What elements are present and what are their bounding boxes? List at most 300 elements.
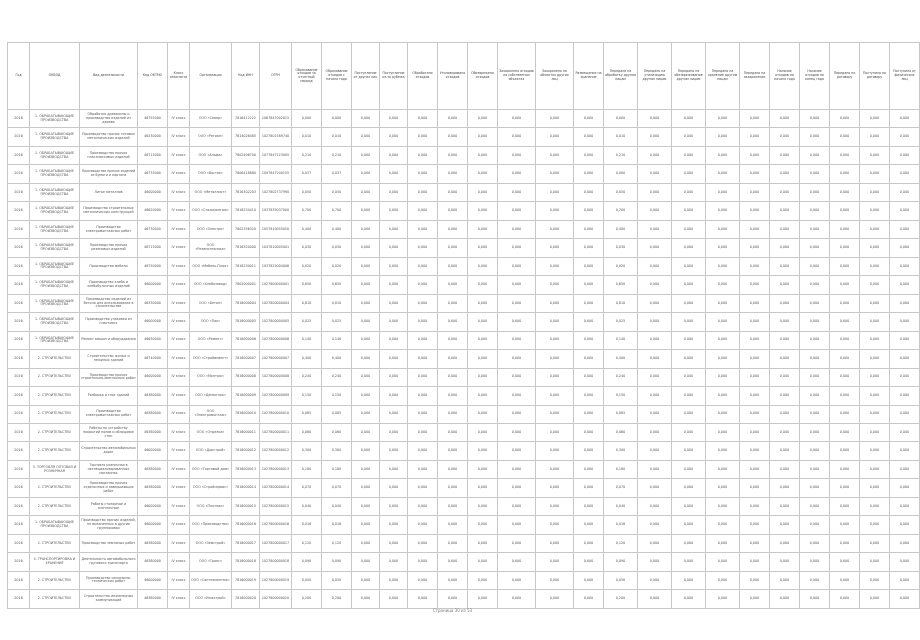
table-cell: 0,000 — [380, 442, 408, 460]
table-cell: ООО «Сантехмонтаж» — [190, 571, 232, 589]
table-cell: 2016 — [8, 146, 30, 164]
table-cell: 0,000 — [574, 294, 604, 312]
table-cell: 0,000 — [536, 146, 574, 164]
table-cell: 2016 — [8, 165, 30, 183]
table-cell: 0,000 — [498, 294, 536, 312]
table-cell: 0,000 — [800, 479, 830, 497]
table-cell: 0,030 — [322, 239, 352, 257]
table-cell: 1057810055050 — [260, 220, 292, 238]
table-cell: 0,025 — [604, 313, 638, 331]
table-cell: Деятельность автомобильного грузового транспорта — [80, 553, 138, 571]
table-cell: 0,000 — [438, 368, 468, 386]
table-cell: 0,000 — [468, 405, 498, 423]
table-cell: 0,000 — [468, 294, 498, 312]
table-cell: 0,000 — [352, 331, 380, 349]
table-cell: 0,000 — [574, 460, 604, 478]
table-cell: IV класс — [168, 368, 190, 386]
table-cell: 0,000 — [352, 516, 380, 534]
table-cell: 0,000 — [800, 387, 830, 405]
table-cell: 0,000 — [536, 534, 574, 552]
table-cell: 0,000 — [408, 423, 438, 441]
table-cell: 0,000 — [468, 202, 498, 220]
table-cell: 0,000 — [860, 553, 890, 571]
table-cell: 0,000 — [438, 571, 468, 589]
table-cell: 0,000 — [536, 128, 574, 146]
table-cell: 0,000 — [672, 423, 706, 441]
table-cell: 0,000 — [800, 220, 830, 238]
table-cell: 0,000 — [438, 313, 468, 331]
table-cell: 0,000 — [352, 294, 380, 312]
table-cell: 0,000 — [536, 165, 574, 183]
table-cell: Производство мебели — [80, 257, 138, 275]
table-cell: 0,650 — [604, 276, 638, 294]
table-cell: 0,120 — [604, 534, 638, 552]
table-cell: 1037835037000 — [260, 202, 292, 220]
table-cell: 0,000 — [408, 276, 438, 294]
table-cell: 0,000 — [574, 516, 604, 534]
column-header: Поступление от других лиц — [352, 43, 380, 110]
column-header: Захоронено на объектах других лиц — [536, 43, 574, 110]
table-cell: 0,000 — [536, 257, 574, 275]
table-cell: Работы по устройству покрытий полов и облицовке стен — [80, 423, 138, 441]
column-header: Захоронено отходов на собственных объектах — [498, 43, 536, 110]
table-cell: ООО «Мебель-Плюс» — [190, 257, 232, 275]
table-cell: 0,070 — [604, 479, 638, 497]
table-cell: 0,000 — [770, 257, 800, 275]
table-cell: 0,000 — [860, 313, 890, 331]
table-cell: 0,000 — [740, 423, 770, 441]
table-header-row — [8, 43, 920, 110]
table-cell: 0,000 — [890, 350, 920, 368]
column-header: Передано на обезвреживание другим лицам — [672, 43, 706, 110]
table-cell: 0,000 — [352, 534, 380, 552]
table-cell: 0,000 — [498, 110, 536, 128]
column-header: Передано на хранение другим лицам — [706, 43, 740, 110]
table-cell: ООО «Инжстрой» — [190, 590, 232, 608]
table-cell: 0,000 — [890, 294, 920, 312]
table-cell: 0,000 — [800, 165, 830, 183]
table-cell: 1. ОБРАБАТЫВАЮЩИЕ ПРОИЗВОДСТВА — [30, 146, 80, 164]
table-cell: 0,000 — [468, 479, 498, 497]
table-cell: 0,000 — [770, 350, 800, 368]
table-cell: 46380000 — [138, 479, 168, 497]
table-cell: 0,000 — [770, 442, 800, 460]
table-row — [8, 276, 920, 294]
table-cell: 0,000 — [800, 442, 830, 460]
table-cell: 1. ОБРАБАТЫВАЮЩИЕ ПРОИЗВОДСТВА — [30, 331, 80, 349]
table-cell: 0,000 — [498, 128, 536, 146]
table-cell: 0,016 — [322, 516, 352, 534]
table-cell: 2016 — [8, 479, 30, 497]
table-cell: 0,000 — [536, 276, 574, 294]
table-cell: 0,000 — [352, 405, 380, 423]
table-cell: 0,000 — [740, 165, 770, 183]
table-cell: Производство прочих изделий, не включенных в другие группировки — [80, 516, 138, 534]
table-cell: 0,090 — [322, 553, 352, 571]
table-cell: 0,000 — [536, 571, 574, 589]
table-cell: 0,000 — [352, 257, 380, 275]
table-cell: 46230000 — [138, 128, 168, 146]
table-cell: 0,000 — [574, 387, 604, 405]
table-cell: 0,000 — [408, 479, 438, 497]
table-cell: IV класс — [168, 571, 190, 589]
table-cell: 0,150 — [604, 387, 638, 405]
table-cell: 1067847002015 — [260, 110, 292, 128]
table-cell: 0,000 — [638, 239, 672, 257]
table-cell: 0,810 — [292, 294, 322, 312]
table-cell: 0,000 — [770, 497, 800, 515]
table-cell: 0,000 — [860, 331, 890, 349]
table-cell: 0,000 — [380, 257, 408, 275]
table-cell: 0,200 — [292, 590, 322, 608]
table-cell: 2016 — [8, 294, 30, 312]
column-header: Поступление из-за рубежа — [380, 43, 408, 110]
table-cell: 0,016 — [604, 516, 638, 534]
table-cell: 0,000 — [800, 313, 830, 331]
table-cell: 0,000 — [800, 146, 830, 164]
table-cell: 1. ОБРАБАТЫВАЮЩИЕ ПРОИЗВОДСТВА — [30, 110, 80, 128]
table-cell: 0,000 — [800, 460, 830, 478]
table-cell: 0,000 — [890, 590, 920, 608]
table-cell: 7816302203 — [232, 183, 260, 201]
table-cell: 0,000 — [352, 497, 380, 515]
table-cell: 0,000 — [770, 276, 800, 294]
table-cell: 0,000 — [830, 220, 860, 238]
table-cell: 0,300 — [322, 442, 352, 460]
table-cell: 1027800000004 — [260, 294, 292, 312]
table-cell: 0,050 — [292, 571, 322, 589]
table-cell: 1027800000019 — [260, 571, 292, 589]
table-row — [8, 387, 920, 405]
table-cell: 0,000 — [860, 110, 890, 128]
table-row — [8, 313, 920, 331]
table-cell: 1027801589740 — [260, 128, 292, 146]
table-cell: 1027800000012 — [260, 442, 292, 460]
table-cell: 0,000 — [672, 257, 706, 275]
table-cell: 0,000 — [574, 165, 604, 183]
table-cell: 0,000 — [408, 497, 438, 515]
table-cell: 0,000 — [860, 239, 890, 257]
table-cell: 0,000 — [638, 202, 672, 220]
table-cell: 0,000 — [706, 423, 740, 441]
table-cell: 0,000 — [438, 183, 468, 201]
table-cell: 0,000 — [672, 460, 706, 478]
table-cell: 0,000 — [638, 165, 672, 183]
table-cell: 0,000 — [352, 239, 380, 257]
table-cell: 2. СТРОИТЕЛЬСТВО — [30, 497, 80, 515]
table-cell: 4. ТРАНСПОРТИРОВКА И ХРАНЕНИЕ — [30, 553, 80, 571]
column-header: Вид деятельности — [80, 43, 138, 110]
table-cell: 1077847123005 — [260, 146, 292, 164]
table-cell: 46000000 — [138, 183, 168, 201]
table-cell: 0,000 — [498, 276, 536, 294]
table-cell: 0,000 — [498, 331, 536, 349]
table-cell: 0,000 — [860, 479, 890, 497]
table-cell: IV класс — [168, 423, 190, 441]
table-cell: 0,000 — [830, 276, 860, 294]
table-cell: 0,000 — [706, 368, 740, 386]
table-cell: 0,000 — [438, 553, 468, 571]
table-cell: 0,000 — [830, 146, 860, 164]
table-cell: 0,000 — [706, 294, 740, 312]
table-cell: 0,010 — [292, 128, 322, 146]
table-cell: 0,000 — [638, 553, 672, 571]
table-cell: 0,000 — [536, 350, 574, 368]
table-cell: 0,000 — [706, 202, 740, 220]
table-cell: 0,000 — [638, 387, 672, 405]
table-cell: IV класс — [168, 183, 190, 201]
table-cell: 0,000 — [830, 460, 860, 478]
table-cell: Торговля розничная в неспециализированных магазинах — [80, 460, 138, 478]
table-cell: 1047810005001 — [260, 239, 292, 257]
table-cell: 0,000 — [352, 460, 380, 478]
table-cell: 0,020 — [604, 257, 638, 275]
table-cell: 0,000 — [498, 368, 536, 386]
table-cell: 0,000 — [770, 405, 800, 423]
table-cell: 0,000 — [438, 220, 468, 238]
table-cell: 0,000 — [770, 146, 800, 164]
table-cell: 0,240 — [604, 368, 638, 386]
table-cell: 0,000 — [438, 423, 468, 441]
table-cell: 0,040 — [322, 497, 352, 515]
table-cell: 0,400 — [322, 350, 352, 368]
table-cell: 0,000 — [740, 146, 770, 164]
table-cell: 0,000 — [574, 405, 604, 423]
table-cell: 0,030 — [292, 239, 322, 257]
table-cell: 0,000 — [890, 497, 920, 515]
table-cell: 0,000 — [770, 220, 800, 238]
table-cell: 0,000 — [672, 534, 706, 552]
table-cell: 0,050 — [604, 571, 638, 589]
table-row — [8, 294, 920, 312]
table-cell: 0,000 — [536, 516, 574, 534]
column-header: Год — [8, 43, 30, 110]
table-cell: 0,000 — [380, 313, 408, 331]
table-cell: 46000000 — [138, 276, 168, 294]
table-cell: 0,000 — [438, 405, 468, 423]
table-row — [8, 257, 920, 275]
table-cell: IV класс — [168, 405, 190, 423]
table-row — [8, 553, 920, 571]
table-cell: 2. СТРОИТЕЛЬСТВО — [30, 405, 80, 423]
table-cell: 0,000 — [498, 590, 536, 608]
table-cell: 0,000 — [536, 497, 574, 515]
table-cell: 1. ОБРАБАТЫВАЮЩИЕ ПРОИЗВОДСТВА — [30, 516, 80, 534]
table-cell: 7816000020 — [232, 590, 260, 608]
table-cell: 0,000 — [890, 165, 920, 183]
table-cell: 0,000 — [536, 460, 574, 478]
table-cell: 0,000 — [574, 534, 604, 552]
table-cell: 1. ОБРАБАТЫВАЮЩИЕ ПРОИЗВОДСТВА — [30, 202, 80, 220]
table-cell: 0,000 — [860, 497, 890, 515]
table-cell: 0,000 — [536, 423, 574, 441]
table-cell: 2. СТРОИТЕЛЬСТВО — [30, 423, 80, 441]
table-cell: Производство хлеба и хлебобулочных изделий — [80, 276, 138, 294]
table-cell: IV класс — [168, 331, 190, 349]
table-cell: 0,000 — [672, 350, 706, 368]
table-cell: 1027800000018 — [260, 553, 292, 571]
table-cell: 0,000 — [800, 590, 830, 608]
table-cell: IV класс — [168, 497, 190, 515]
table-cell: 0,000 — [468, 590, 498, 608]
table-cell: 0,000 — [740, 516, 770, 534]
table-cell: 0,000 — [770, 460, 800, 478]
table-cell: 0,000 — [860, 220, 890, 238]
table-cell: 0,000 — [672, 479, 706, 497]
table-cell: 0,000 — [352, 183, 380, 201]
table-cell: 0,000 — [706, 553, 740, 571]
table-cell: 0,000 — [438, 110, 468, 128]
table-cell: 0,000 — [352, 110, 380, 128]
table-cell: 1027800000017 — [260, 534, 292, 552]
table-cell: 0,240 — [322, 368, 352, 386]
table-cell: 0,650 — [322, 276, 352, 294]
table-cell: Производство прочих отделочных и завершающих работ — [80, 479, 138, 497]
table-cell: 0,000 — [536, 313, 574, 331]
table-cell: 0,000 — [890, 571, 920, 589]
table-cell: 0,000 — [468, 276, 498, 294]
table-cell: 0,000 — [672, 165, 706, 183]
table-cell: 7816000009 — [232, 387, 260, 405]
table-cell: 0,000 — [890, 423, 920, 441]
table-cell: 0,000 — [638, 497, 672, 515]
table-cell: 0,000 — [740, 350, 770, 368]
table-cell: 0,010 — [604, 128, 638, 146]
table-cell: Производство упаковки из пластмасс — [80, 313, 138, 331]
table-cell: 0,000 — [890, 479, 920, 497]
table-cell: 0,000 — [574, 239, 604, 257]
table-cell: 0,000 — [638, 146, 672, 164]
table-cell: 2016 — [8, 534, 30, 552]
table-cell: IV класс — [168, 128, 190, 146]
table-cell: 0,000 — [770, 423, 800, 441]
table-cell: 0,000 — [468, 553, 498, 571]
table-row — [8, 516, 920, 534]
table-cell: 0,000 — [536, 294, 574, 312]
table-cell: 2016 — [8, 387, 30, 405]
table-cell: 0,000 — [672, 590, 706, 608]
table-row — [8, 368, 920, 386]
table-cell: 0,000 — [498, 571, 536, 589]
table-cell: 0,000 — [800, 183, 830, 201]
table-cell: 0,000 — [740, 442, 770, 460]
table-cell: 7816000010 — [232, 405, 260, 423]
table-cell: 2016 — [8, 220, 30, 238]
table-cell: 0,000 — [890, 146, 920, 164]
table-cell: 0,400 — [604, 350, 638, 368]
table-cell: 0,000 — [574, 479, 604, 497]
table-cell: IV класс — [168, 313, 190, 331]
table-cell: 3. ТОРГОВЛЯ ОПТОВАЯ И РОЗНИЧНАЯ — [30, 460, 80, 478]
column-header: ОГРН — [260, 43, 292, 110]
table-cell: 0,000 — [740, 313, 770, 331]
table-cell: 0,000 — [536, 405, 574, 423]
table-cell: 0,000 — [408, 534, 438, 552]
column-header: Передано на обработку другим лицам — [604, 43, 638, 110]
table-cell: 0,000 — [672, 405, 706, 423]
table-cell: 0,810 — [322, 294, 352, 312]
table-cell: 0,000 — [740, 571, 770, 589]
table-cell: IV класс — [168, 294, 190, 312]
table-cell: 0,000 — [800, 110, 830, 128]
table-cell: 0,000 — [408, 202, 438, 220]
table-cell: 0,000 — [438, 350, 468, 368]
table-cell: 0,000 — [672, 553, 706, 571]
table-cell: IV класс — [168, 387, 190, 405]
table-cell: 0,000 — [380, 387, 408, 405]
table-cell: 7816000005 — [232, 313, 260, 331]
table-cell: ООО «Стройсервис» — [190, 479, 232, 497]
table-cell: 0,000 — [408, 146, 438, 164]
table-cell: 2016 — [8, 183, 30, 201]
table-cell: 46750000 — [138, 257, 168, 275]
table-cell: 0,000 — [498, 183, 536, 201]
table-cell: 0,000 — [380, 331, 408, 349]
table-cell: 0,000 — [352, 276, 380, 294]
table-cell: 0,000 — [800, 571, 830, 589]
table-cell: 0,140 — [604, 331, 638, 349]
table-cell: 0,000 — [860, 405, 890, 423]
table-cell: 46735000 — [138, 165, 168, 183]
table-cell: 0,000 — [536, 442, 574, 460]
table-cell: IV класс — [168, 350, 190, 368]
table-cell: 0,000 — [408, 294, 438, 312]
table-cell: 0,000 — [498, 387, 536, 405]
table-cell: 7806418880 — [232, 165, 260, 183]
table-cell: 0,000 — [740, 590, 770, 608]
table-cell: 0,000 — [830, 516, 860, 534]
table-cell: 0,000 — [498, 460, 536, 478]
table-cell: 0,000 — [672, 239, 706, 257]
table-cell: IV класс — [168, 553, 190, 571]
table-cell: Ремонт машин и оборудования — [80, 331, 138, 349]
table-row — [8, 165, 920, 183]
table-cell: 0,000 — [438, 165, 468, 183]
waste-registry-table — [7, 42, 920, 609]
table-cell: 0,000 — [498, 405, 536, 423]
table-cell: 0,000 — [672, 183, 706, 201]
table-cell: 0,000 — [380, 294, 408, 312]
table-cell: 0,000 — [498, 220, 536, 238]
table-cell: 0,000 — [830, 165, 860, 183]
table-cell: 0,000 — [770, 239, 800, 257]
table-cell: Производство изделий из бетона для использования в строительстве — [80, 294, 138, 312]
table-cell: 1097847200155 — [260, 165, 292, 183]
table-row — [8, 220, 920, 238]
table-cell: 0,000 — [638, 516, 672, 534]
table-cell: ООО «Восток» — [190, 165, 232, 183]
table-cell: 0,000 — [860, 460, 890, 478]
table-cell: 46755000 — [138, 110, 168, 128]
table-cell: 0,000 — [770, 571, 800, 589]
table-cell: 0,000 — [468, 387, 498, 405]
table-cell: 1037825004006 — [260, 257, 292, 275]
table-cell: 0,000 — [800, 202, 830, 220]
table-cell: IV класс — [168, 516, 190, 534]
table-cell: 0,000 — [890, 442, 920, 460]
table-cell: 0,000 — [638, 313, 672, 331]
table-cell: IV класс — [168, 257, 190, 275]
table-cell: 0,000 — [800, 553, 830, 571]
column-header: Размещение на хранение — [574, 43, 604, 110]
table-cell: IV класс — [168, 479, 190, 497]
table-cell: 0,000 — [574, 368, 604, 386]
table-cell: 1027800000011 — [260, 423, 292, 441]
table-cell: 1. ОБРАБАТЫВАЮЩИЕ ПРОИЗВОДСТВА — [30, 183, 80, 201]
table-cell: Производство электромонтажных работ — [80, 220, 138, 238]
table-cell: 0,120 — [322, 534, 352, 552]
table-cell: 0,650 — [292, 276, 322, 294]
